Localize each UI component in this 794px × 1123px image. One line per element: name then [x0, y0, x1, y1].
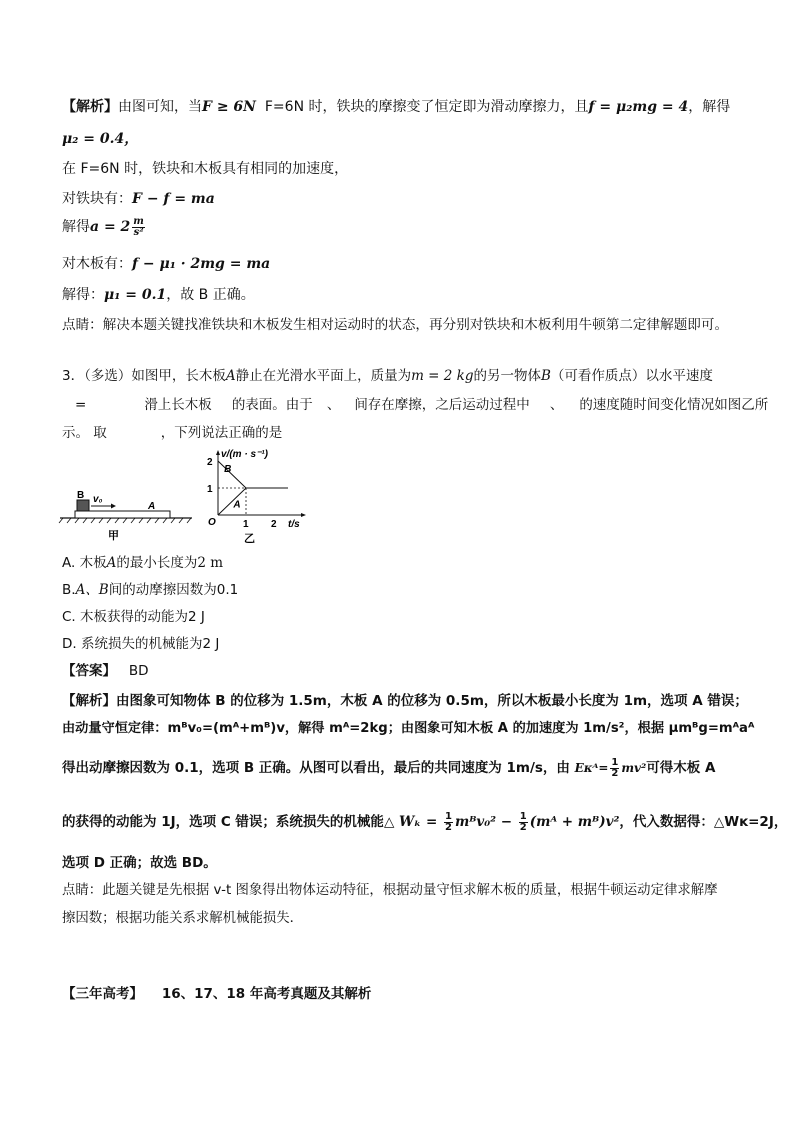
text: 的获得的动能为 1J，选项 C 错误；系统损失的机械能	[62, 814, 384, 830]
remark-line-2: 擦因数；根据功能关系求解机械能损失．	[62, 911, 304, 926]
option-B	[62, 578, 238, 598]
math-expression: mᴮv₀² −	[454, 814, 517, 830]
remark-line-1: 点睛：此题关键是先根据 v-t 图象得出物体运动特征，根据动量守恒求解木板的质量，根据牛顿运动定律求解摩	[62, 883, 718, 898]
var: A	[225, 368, 236, 384]
text: 的表面。由于	[231, 397, 313, 413]
y-axis-arrow-icon	[216, 450, 220, 455]
text: ，解得	[688, 99, 731, 115]
math-expression: △ Wₖ =	[383, 814, 442, 830]
ground-hatch	[59, 518, 191, 523]
text: F=6N 时，铁块的摩擦变了恒定即为滑动摩擦力，且	[264, 99, 589, 115]
text-line	[62, 216, 147, 238]
solution-2-line-4	[62, 810, 787, 833]
solution-2-line-5: 选项 D 正确；故选 BD。	[62, 855, 217, 871]
block-B	[77, 500, 89, 511]
unit-fraction	[132, 217, 145, 238]
text: 对木板有：	[62, 256, 132, 272]
fraction-half: $\frac{1}{2}$	[444, 810, 452, 833]
text: 可得木板 A	[646, 760, 716, 776]
y-tick-label: 2	[207, 457, 213, 468]
math-expression: f = μ₂mg = 4	[588, 99, 689, 115]
text: 、	[549, 397, 564, 413]
option-D	[62, 632, 219, 652]
text: （可看作质点）以水平速度	[550, 368, 713, 384]
math-expression: a = 2	[90, 219, 131, 235]
chart-marks	[207, 457, 288, 530]
var: A、B	[75, 582, 109, 598]
answer-tag: 【答案】	[62, 663, 116, 679]
text: 滑上长木板	[144, 397, 212, 413]
x-tick-label: 1	[243, 519, 249, 530]
x-tick-label: 2	[271, 519, 277, 530]
text: 由图象可知物体 B 的位移为 1.5m，木板 A 的位移为 0.5m，所以木板最小长度为 1m，选项 A 错误；	[116, 693, 748, 709]
origin-label: O	[208, 517, 216, 528]
text: 解得：	[62, 287, 104, 303]
value: 2 J	[188, 609, 205, 625]
var: A	[106, 555, 117, 571]
question-3-line-3	[62, 421, 282, 441]
x-axis-label: t/s	[288, 519, 300, 530]
figure-yi-vt-chart	[198, 447, 308, 547]
text: 对铁块有：	[62, 191, 132, 207]
section-title: 16、17、18 年高考真题及其解析	[161, 986, 372, 1002]
board-A	[75, 511, 170, 518]
option-label: B.	[62, 582, 76, 598]
text: 的另一物体	[473, 368, 541, 384]
text-line	[62, 188, 215, 208]
text: ，下列说法正确的是	[160, 425, 283, 441]
label-v0: v₀	[93, 494, 103, 505]
math-expression: m = 2 kg	[411, 368, 474, 384]
x-axis-arrow-icon	[301, 513, 306, 517]
text: 间存在摩擦，之后运动过程中	[354, 397, 530, 413]
math-expression: F ≥ 6N	[202, 99, 256, 115]
question-3-line-2	[75, 393, 768, 413]
section-tag: 【三年高考】	[62, 986, 143, 1002]
math-expression: mv²	[621, 761, 647, 775]
figure-jia	[55, 482, 200, 542]
option-C	[62, 605, 205, 625]
text: =	[75, 397, 87, 413]
denominator: s²	[133, 226, 144, 238]
label-B: B	[77, 490, 85, 501]
math-line: μ₂ = 0.4，	[62, 131, 139, 147]
math-expression: f − μ₁ · 2mg = ma	[132, 256, 271, 272]
text: 示。 取	[62, 425, 107, 441]
solution-1	[62, 96, 730, 116]
caption-jia: 甲	[108, 529, 119, 542]
numerator: m	[133, 215, 144, 227]
math-expression: (mᴬ + mᴮ)v²	[529, 814, 620, 830]
option-label: C. 木板获得的动能为	[62, 609, 189, 625]
text: ，故 B 正确。	[166, 287, 255, 303]
series-label-A: A	[233, 499, 241, 511]
text: ，代入数据得：△Wᴋ=2J，	[619, 814, 788, 830]
fraction-half: $\frac{1}{2}$	[519, 810, 527, 833]
value: 0.1	[216, 582, 239, 598]
series-line-A	[218, 488, 288, 515]
math-expression: μ₁ = 0.1	[104, 287, 167, 303]
text-line	[62, 284, 255, 304]
question-3-line-1	[62, 364, 713, 384]
math-expression: F − f = ma	[132, 191, 215, 207]
arrow-head-icon	[111, 504, 116, 509]
var: B	[541, 368, 551, 384]
text: 得出动摩擦因数为 0.1，选项 B 正确。从图可以看出，最后的共同速度为 1m/s，由	[62, 760, 570, 776]
value: 2 J	[202, 636, 220, 652]
analysis-tag: 【解析】	[62, 99, 118, 115]
y-tick-label: 1	[207, 484, 213, 495]
text: 解得	[62, 219, 90, 235]
question-number: 3．	[62, 368, 85, 384]
series-label-B: B	[224, 463, 232, 475]
math-expression: Eᴋᴬ=	[574, 761, 609, 775]
text: 静止在光滑水平面上，质量为	[235, 368, 412, 384]
value: 2 m	[197, 555, 224, 571]
solution-2-line-3	[62, 756, 715, 779]
solution-2-line-2: 由动量守恒定律：mᴮv₀=(mᴬ+mᴮ)v，解得 mᴬ=2kg；由图象可知木板 A 的加速度为 1m/s²，根据 μmᴮg=mᴬaᴬ	[62, 721, 755, 736]
y-axis-label: v/(m · s⁻¹)	[221, 449, 268, 460]
answer	[62, 659, 149, 679]
label-A: A	[148, 501, 156, 512]
answer-value: BD	[128, 663, 149, 679]
solution-2-line-1	[62, 689, 748, 709]
fraction-half: $\frac{1}{2}$	[611, 756, 619, 779]
text: 间的动摩擦因数为	[108, 582, 217, 598]
remark: 点睛：解决本题关键找准铁块和木板发生相对运动时的状态，再分别对铁块和木板利用牛顿第二定律解题即可。	[62, 317, 729, 333]
caption-yi: 乙	[244, 532, 255, 545]
text: 由图可知，当	[118, 99, 202, 115]
option-A	[62, 551, 223, 571]
text: 、	[326, 397, 341, 413]
option-label: D. 系统损失的机械能为	[62, 636, 203, 652]
text-line: 在 F=6N 时，铁块和木板具有相同的加速度，	[62, 161, 349, 177]
text: 的最小长度为	[116, 555, 198, 571]
option-label: A. 木板	[62, 555, 107, 571]
text-line	[62, 253, 270, 273]
analysis-tag: 【解析】	[62, 693, 116, 709]
text: （多选）如图甲，长木板	[84, 368, 226, 384]
text: 的速度随时间变化情况如图乙所	[579, 397, 769, 413]
section-heading	[62, 982, 371, 1002]
